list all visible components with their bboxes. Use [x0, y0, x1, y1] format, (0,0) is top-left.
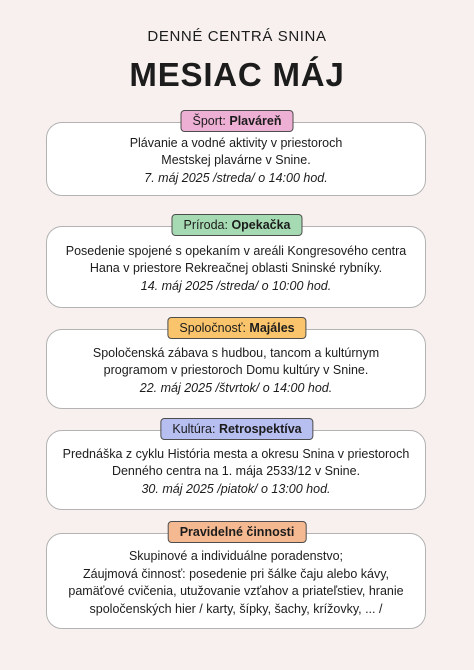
event-card-society: [46, 329, 426, 409]
page-subtitle: DENNÉ CENTRÁ SNINA: [147, 28, 327, 45]
badge-name: Pravidelné činnosti: [179, 525, 295, 539]
badge-name: Opekačka: [231, 218, 291, 232]
event-description-line: Prednáška z cyklu História mesta a okresu Snina v priestoroch: [62, 446, 410, 461]
event-description-line: Spoločenská zábava s hudbou, tancom a kultúrnym: [92, 345, 380, 360]
event-date: 30. máj 2025 /piatok/ o 13:00 hod.: [141, 481, 331, 496]
badge-name: Plaváreň: [229, 114, 282, 128]
event-badge-culture: [160, 418, 313, 440]
event-description-line: Skupinové a individuálne poradenstvo;: [128, 549, 344, 563]
page-title: MESIAC MÁJ: [129, 56, 345, 93]
event-card-culture: [46, 430, 426, 510]
event-badge-society: [167, 317, 306, 339]
event-description-line: Plávanie a vodné aktivity v priestoroch: [129, 135, 343, 150]
event-badge-nature: [171, 214, 302, 236]
badge-name: Retrospektíva: [218, 422, 302, 436]
event-description-line: Mestskej plavárne v Snine.: [161, 153, 311, 168]
event-date: 7. máj 2025 /streda/ o 14:00 hod.: [144, 170, 328, 185]
event-badge-regular: [168, 521, 307, 543]
event-card-nature: [46, 226, 426, 308]
event-date: 14. máj 2025 /streda/ o 10:00 hod.: [140, 278, 332, 293]
event-badge-sport: [181, 110, 294, 132]
badge-name: Majáles: [249, 321, 295, 335]
event-description-line: Denného centra na 1. mája 2533/12 v Snine.: [111, 464, 361, 479]
badge-category: Spoločnosť:: [179, 321, 246, 335]
event-description-line: Hana v priestore Rekreačnej oblasti Sninské rybníky.: [89, 261, 383, 276]
badge-category: Šport:: [192, 114, 226, 128]
event-description-line: Záujmová činnosť: posedenie pri šálke čaju alebo kávy,: [82, 566, 389, 581]
badge-category: Príroda:: [183, 218, 228, 232]
event-card-sport: [46, 122, 426, 196]
badge-category: Kultúra:: [172, 422, 216, 436]
event-description-line: pamäťové cvičenia, utužovanie vzťahov a priateľstiev, hranie: [68, 584, 404, 598]
event-description-line: spoločenských hier / karty, šípky, šachy, krížovky, ... /: [89, 601, 383, 616]
event-description-line: programom v priestoroch Domu kultúry v Snine.: [103, 363, 369, 378]
event-card-regular: [46, 533, 426, 629]
event-description-line: Posedenie spojené s opekaním v areáli Kongresového centra: [65, 243, 407, 258]
event-date: 22. máj 2025 /štvrtok/ o 14:00 hod.: [139, 380, 333, 395]
